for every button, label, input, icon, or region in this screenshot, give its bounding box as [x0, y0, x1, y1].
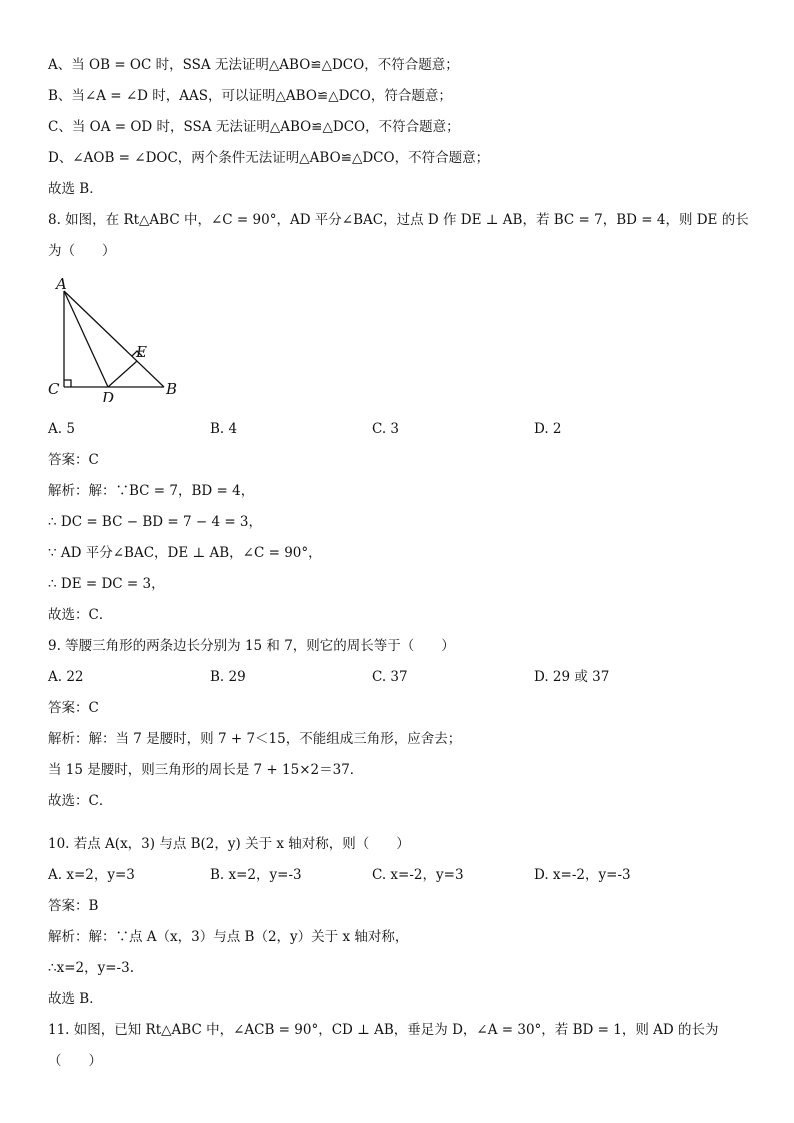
q8-question-continued: 为（ ）	[48, 243, 116, 259]
q11-answer-bracket: （ ）	[48, 1053, 102, 1069]
q7-option-b-explanation: B、当∠A = ∠D 时，AAS，可以证明△ABO≌△DCO，符合题意；	[48, 88, 452, 104]
q8-solution-line-4: ∴ DE = DC = 3，	[48, 576, 165, 592]
q8-option-d: D. 2	[534, 421, 562, 437]
q9-option-a: A. 22	[48, 669, 84, 685]
label-b: B	[166, 380, 178, 398]
q8-option-c: C. 3	[372, 421, 400, 437]
q8-triangle-figure	[44, 272, 194, 402]
q8-solution-conclusion: 故选：C．	[48, 607, 113, 623]
q9-option-b: B. 29	[210, 669, 246, 685]
q8-option-b: B. 4	[210, 421, 238, 437]
q9-answer: 答案：C	[48, 700, 99, 716]
q8-solution-line-3: ∵ AD 平分∠BAC，DE ⊥ AB，∠C = 90°，	[48, 545, 322, 561]
right-angle-mark-c	[64, 380, 71, 387]
q10-solution-conclusion: 故选 B．	[48, 991, 103, 1007]
q8-question: 8. 如图，在 Rt△ABC 中，∠C = 90°，AD 平分∠BAC，过点 D 作 DE ⊥ AB，若 BC = 7，BD = 4，则 DE 的长	[48, 212, 749, 228]
q7-option-c-explanation: C、当 OA = OD 时，SSA 无法证明△ABO≌△DCO，不符合题意；	[48, 119, 460, 135]
segment-ad	[64, 291, 108, 387]
q10-option-d: D. x=-2，y=-3	[534, 867, 631, 883]
q8-solution-line-1: 解析：解：∵BC = 7，BD = 4，	[48, 483, 255, 499]
q10-option-c: C. x=-2，y=3	[372, 867, 464, 883]
q9-option-d: D. 29 或 37	[534, 669, 610, 685]
q7-option-a-explanation: A、当 OB = OC 时，SSA 无法证明△ABO≌△DCO，不符合题意；	[48, 57, 459, 73]
q8-solution-line-2: ∴ DC = BC − BD = 7 − 4 = 3，	[48, 514, 263, 530]
q9-option-c: C. 37	[372, 669, 408, 685]
q8-answer: 答案：C	[48, 452, 99, 468]
q7-option-d-explanation: D、∠AOB = ∠DOC，两个条件无法证明△ABO≌△DCO，不符合题意；	[48, 150, 490, 166]
label-c: C	[48, 380, 60, 398]
label-a: A	[56, 275, 67, 293]
q8-option-a: A. 5	[48, 421, 75, 437]
label-e: E	[136, 343, 147, 361]
q9-solution-line-1: 解析：解：当 7 是腰时，则 7 + 7＜15，不能组成三角形，应舍去；	[48, 731, 462, 747]
q10-option-b: B. x=2，y=-3	[210, 867, 302, 883]
q11-question: 11. 如图，已知 Rt△ABC 中，∠ACB = 90°，CD ⊥ AB，垂足为 D，∠A = 30°，若 BD = 1，则 AD 的长为	[48, 1022, 719, 1038]
q10-question: 10. 若点 A(x，3) 与点 B(2，y) 关于 x 轴对称，则（ ）	[48, 836, 410, 852]
q9-solution-line-2: 当 15 是腰时，则三角形的周长是 7 + 15×2＝37．	[48, 762, 364, 778]
segment-de	[108, 361, 137, 387]
q9-solution-conclusion: 故选：C．	[48, 793, 113, 809]
label-d: D	[102, 389, 115, 402]
q9-question: 9. 等腰三角形的两条边长分别为 15 和 7，则它的周长等于（ ）	[48, 638, 455, 654]
q10-answer: 答案：B	[48, 898, 99, 914]
q10-option-a: A. x=2，y=3	[48, 867, 135, 883]
q7-conclusion: 故选 B．	[48, 181, 103, 197]
q10-solution-line-2: ∴x=2，y=-3.	[48, 960, 134, 976]
segment-ab	[64, 291, 164, 387]
q10-solution-line-1: 解析：解：∵点 A（x，3）与点 B（2，y）关于 x 轴对称，	[48, 929, 409, 945]
